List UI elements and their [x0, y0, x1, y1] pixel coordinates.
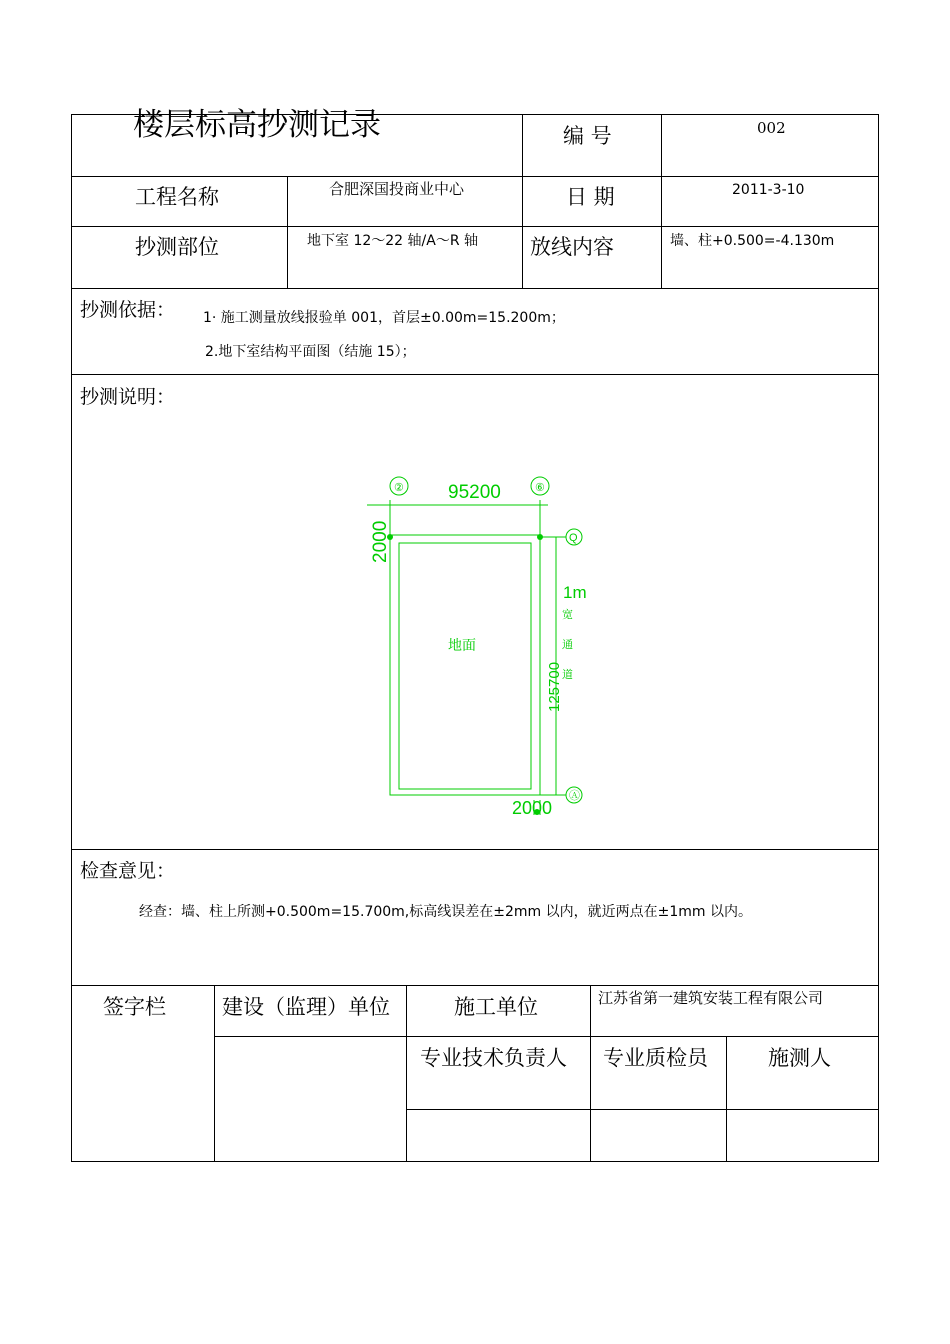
- axis-label-right-bottom: Ⓐ: [569, 790, 580, 802]
- surveyor-label: 施测人: [768, 1046, 831, 1070]
- basis-item-1: 1· 施工测量放线报验单 001，首层±0.00m=15.200m；: [203, 310, 565, 326]
- tech-lead-label: 专业技术负责人: [420, 1046, 567, 1070]
- bottom-offset-dimension: 2000: [512, 798, 553, 818]
- date-value: 2011-3-10: [732, 182, 805, 198]
- page-title: 楼层标高抄测记录: [133, 107, 381, 143]
- right-note: 宽: [562, 609, 573, 621]
- outer-boundary: [390, 535, 540, 795]
- project-value: 合肥深国投商业中心: [329, 180, 465, 198]
- content-label: 放线内容: [530, 235, 614, 259]
- project-label: 工程名称: [135, 185, 219, 209]
- inner-boundary: [399, 543, 531, 789]
- contractor-name: 江苏省第一建筑安装工程有限公司: [598, 989, 824, 1007]
- description-label: 抄测说明：: [80, 386, 176, 408]
- qc-label: 专业质检员: [603, 1046, 708, 1070]
- number-value: 002: [757, 119, 786, 137]
- axis-label-top-left: ②: [394, 482, 404, 494]
- signature-label: 签字栏: [103, 995, 166, 1019]
- basis-label: 抄测依据：: [80, 299, 176, 321]
- axis-label-right-top: Q: [569, 532, 578, 544]
- right-note-1m: 1m: [563, 583, 587, 602]
- inspection-label: 检查意见：: [80, 860, 176, 882]
- height-dimension: 125700: [546, 661, 563, 712]
- right-note: 通: [562, 639, 573, 651]
- date-label: 日 期: [566, 185, 615, 209]
- number-label: 编 号: [563, 124, 612, 148]
- axis-label-top-right: ⑥: [535, 482, 545, 494]
- left-offset-dimension: 2000: [370, 520, 391, 563]
- construction-unit-label: 建设（监理）单位: [222, 995, 390, 1019]
- location-label: 抄测部位: [135, 235, 219, 259]
- contractor-unit-label: 施工单位: [454, 995, 538, 1019]
- location-value: 地下室 12～22 轴/A～R 轴: [307, 233, 479, 249]
- width-dimension: 95200: [448, 482, 501, 503]
- center-label: 地面: [448, 637, 476, 653]
- basis-item-2: 2.地下室结构平面图（结施 15）；: [205, 344, 416, 360]
- inspection-text: 经查：墙、柱上所测+0.500m=15.700m,标高线误差在±2mm 以内，就近两点在±1mm 以内。: [139, 904, 752, 920]
- content-value: 墙、柱+0.500=-4.130m: [670, 233, 835, 249]
- right-note: 道: [562, 669, 573, 681]
